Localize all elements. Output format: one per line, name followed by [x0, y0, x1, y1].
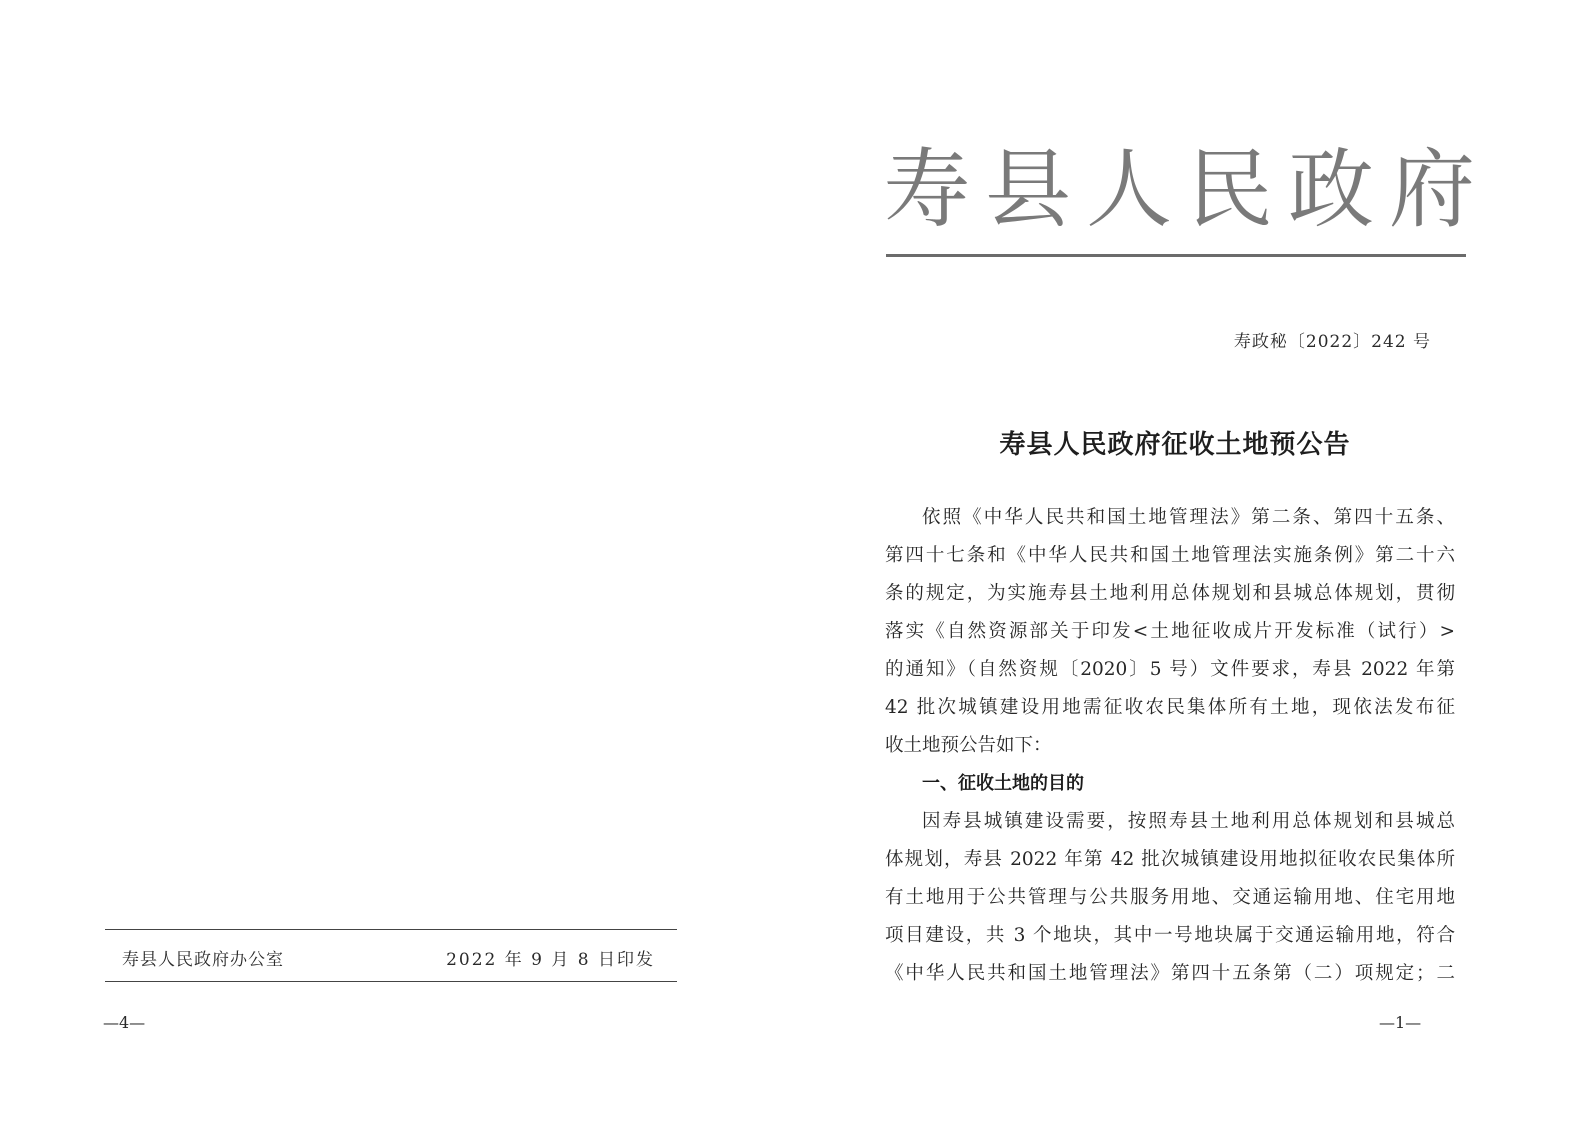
paragraph-1-line: 依照《中华人民共和国土地管理法》第二条、第四十五条、 [922, 507, 1455, 528]
document-number: 寿政秘〔2022〕242 号 [1233, 332, 1431, 352]
paragraph-2-line: 体规划，寿县 2022 年第 42 批次城镇建设用地拟征收农民集体所 [885, 849, 1455, 870]
paragraph-1-line: 落实《自然资源部关于印发<土地征收成片开发标准（试行）> [885, 621, 1455, 642]
paragraph-1-line: 第四十七条和《中华人民共和国土地管理法实施条例》第二十六 [885, 545, 1455, 566]
imprint-bottom-rule [105, 981, 677, 982]
right-page [790, 0, 1587, 1122]
paragraph-1-line: 收土地预公告如下： [885, 735, 1052, 756]
masthead-rule [886, 254, 1466, 257]
paragraph-2-line: 因寿县城镇建设需要，按照寿县土地利用总体规划和县城总 [922, 811, 1455, 832]
paragraph-1-line: 条的规定，为实施寿县土地利用总体规划和县城总体规划，贯彻 [885, 583, 1455, 604]
section-heading: 一、征收土地的目的 [922, 773, 1084, 794]
paragraph-2-line: 有土地用于公共管理与公共服务用地、交通运输用地、住宅用地 [885, 887, 1455, 908]
page-number-left: —4— [103, 1013, 146, 1032]
paragraph-1-line: 的通知》（自然资规〔2020〕5 号）文件要求，寿县 2022 年第 [885, 659, 1455, 680]
page-number-right: —1— [1379, 1013, 1422, 1032]
body-text [885, 499, 1455, 993]
paragraph-2-line: 《中华人民共和国土地管理法》第四十五条第（二）项规定；二 [885, 963, 1455, 984]
paragraph-1-line: 42 批次城镇建设用地需征收农民集体所有土地，现依法发布征 [885, 697, 1455, 718]
left-page [0, 0, 790, 1122]
imprint-top-rule [105, 929, 677, 930]
imprint-issuer: 寿县人民政府办公室 [122, 950, 284, 970]
document-title: 寿县人民政府征收土地预公告 [999, 430, 1351, 460]
masthead-title: 寿县人民政府 [884, 140, 1490, 240]
imprint-date: 2022 年 9 月 8 日印发 [446, 950, 655, 970]
paragraph-2-line: 项目建设，共 3 个地块，其中一号地块属于交通运输用地，符合 [885, 925, 1455, 946]
